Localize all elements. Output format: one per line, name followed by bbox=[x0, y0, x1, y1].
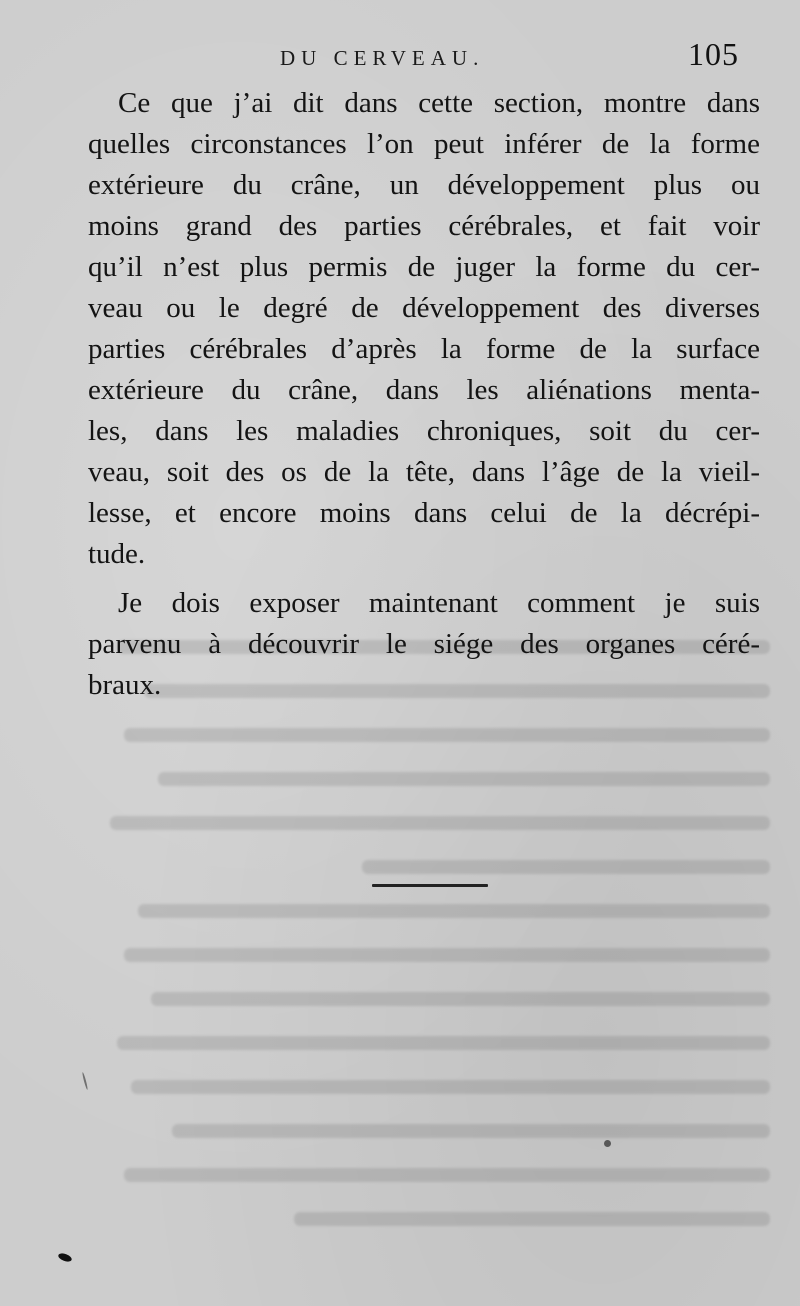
ink-speck bbox=[604, 1140, 611, 1147]
text-line: Je dois exposer maintenant comment je suis bbox=[118, 587, 760, 619]
text-line: extérieure du crâne, dans les aliénations menta- bbox=[88, 374, 760, 406]
ink-speck bbox=[82, 1072, 89, 1090]
paragraph-1 bbox=[88, 83, 760, 575]
page-number: 105 bbox=[688, 36, 739, 72]
text-line: tude. bbox=[88, 538, 146, 570]
text-line: veau ou le degré de développement des diverses bbox=[88, 292, 760, 324]
text-line: les, dans les maladies chroniques, soit du cer- bbox=[88, 415, 760, 447]
text-line: qu’il n’est plus permis de juger la forme du cer- bbox=[88, 251, 760, 283]
show-through-from-reverse bbox=[90, 640, 770, 1280]
body-text bbox=[88, 83, 760, 706]
running-head bbox=[0, 36, 800, 86]
paragraph-2 bbox=[88, 583, 760, 706]
text-line: extérieure du crâne, un développement plus ou bbox=[88, 169, 760, 201]
section-end-rule bbox=[372, 884, 488, 887]
text-line: parties cérébrales d’après la forme de la surface bbox=[88, 333, 760, 365]
text-line: quelles circonstances l’on peut inférer de la forme bbox=[88, 128, 760, 160]
text-line: moins grand des parties cérébrales, et fait voir bbox=[88, 210, 760, 242]
text-line: parvenu à découvrir le siége des organes céré- bbox=[88, 628, 760, 660]
text-line: veau, soit des os de la tête, dans l’âge de la vieil- bbox=[88, 456, 760, 488]
ink-speck bbox=[57, 1252, 73, 1263]
text-line: braux. bbox=[88, 669, 162, 701]
text-line: Ce que j’ai dit dans cette section, montre dans bbox=[118, 87, 760, 119]
running-title: DU CERVEAU. bbox=[280, 46, 485, 70]
text-line: lesse, et encore moins dans celui de la décrépi- bbox=[88, 497, 760, 529]
